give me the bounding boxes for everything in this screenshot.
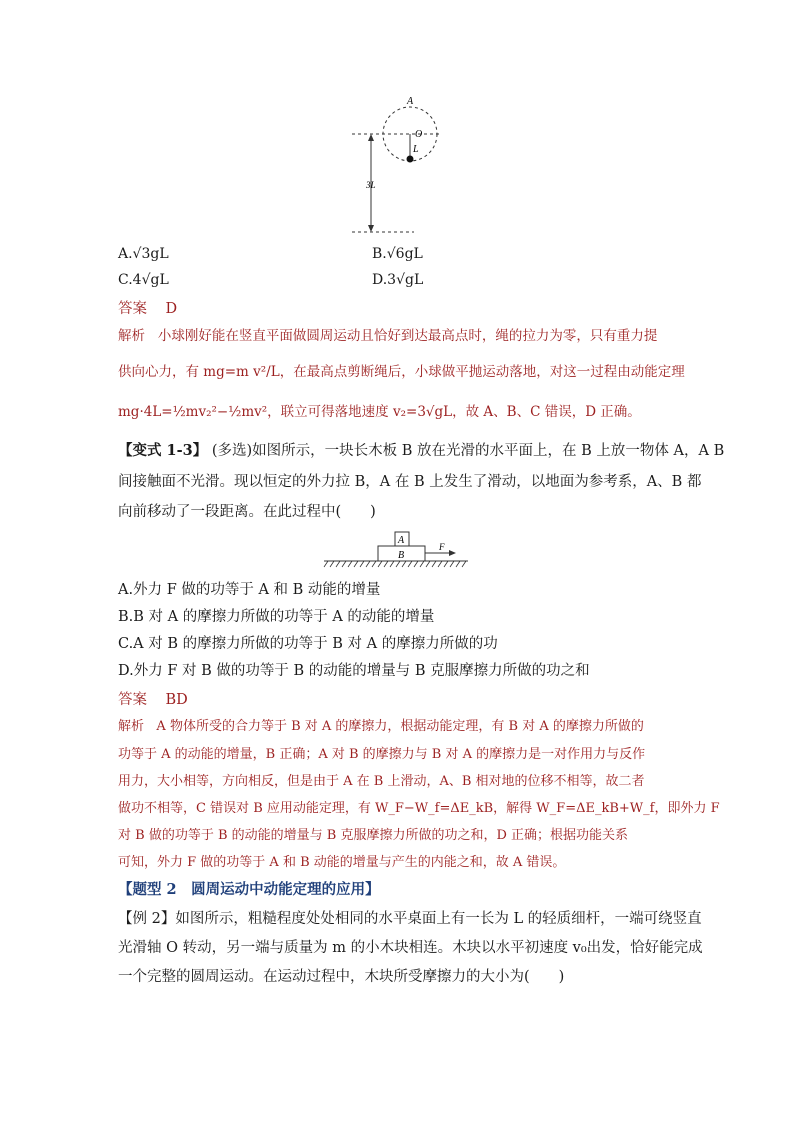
q2-analysis-line6: 可知，外力 F 做的功等于 A 和 B 动能的增量与产生的内能之和，故 A 错误。 [118, 855, 566, 870]
q1-answer-label: 答案 [118, 301, 147, 317]
block-plank-figure [322, 530, 472, 572]
q2-analysis-text1: A 物体所受的合力等于 B 对 A 的摩擦力，根据动能定理，有 B 对 A 的摩擦力所做的 [156, 719, 644, 734]
q1-answer-value: D [165, 301, 178, 317]
q1-analysis-line3: mg·4L=½mv₂²−½mv²，联立可得落地速度 v₂=3√gL，故 A、B、C 错误，D 正确。 [118, 404, 641, 420]
q1-option-d: D.3√gL [372, 272, 424, 288]
q2-option-c: C.A 对 B 的摩擦力所做的功等于 B 对 A 的摩擦力所做的功 [118, 636, 498, 652]
label-block-A: A [398, 535, 405, 546]
section-title: 【题型 2 圆周运动中动能定理的应用】 [118, 881, 380, 898]
variant-line2: 间接触面不光滑。现以恒定的外力拉 B，A 在 B 上发生了滑动，以地面为参考系，A、B 都 [118, 474, 702, 490]
circle-motion-figure [340, 92, 470, 242]
arrow-head-down [368, 225, 374, 232]
force-arrow-head [449, 550, 456, 556]
example2-line2: 光滑轴 O 转动，另一端与质量为 m 的小木块相连。木块以水平初速度 v₀出发，恰好能完成 [118, 940, 703, 956]
q1-analysis-text1: 小球刚好能在竖直平面做圆周运动且恰好到达最高点时，绳的拉力为零，只有重力提 [157, 328, 658, 344]
arrow-head-up [368, 134, 374, 141]
q2-option-b: B.B 对 A 的摩擦力所做的功等于 A 的动能的增量 [118, 609, 435, 625]
example2-line3: 一个完整的圆周运动。在运动过程中，木块所受摩擦力的大小为( ) [118, 969, 565, 985]
q1-analysis-line1 [118, 326, 657, 346]
ground-hatch [324, 561, 466, 567]
label-3L: 3L [366, 180, 376, 190]
q1-analysis-label: 解析 [118, 328, 145, 344]
label-plank-B: B [398, 550, 405, 561]
example2-line1: 【例 2】如图所示，粗糙程度处处相同的水平桌面上有一长为 L 的轻质细杆，一端可绕竖直 [118, 911, 702, 927]
q2-answer-label: 答案 [118, 692, 147, 708]
label-A: A [407, 96, 414, 107]
q2-analysis-line1 [118, 717, 644, 737]
q2-answer-value: BD [165, 692, 188, 708]
variant-line3: 向前移动了一段距离。在此过程中( ) [118, 504, 376, 520]
q2-analysis-line5: 对 B 做的功等于 B 的动能的增量与 B 克服摩擦力所做的功之和，D 正确；根据功能关系 [118, 828, 629, 843]
q2-analysis-label: 解析 [118, 719, 145, 734]
ball-dot [407, 156, 414, 163]
q1-option-a: A.√3gL [118, 246, 169, 262]
q2-analysis-line2: 功等于 A 的动能的增量，B 正确；A 对 B 的摩擦力与 B 对 A 的摩擦力是一对作用力与反作 [118, 747, 646, 762]
q2-option-d: D.外力 F 对 B 做的功等于 B 的动能的增量与 B 克服摩擦力所做的功之和 [118, 663, 590, 679]
q2-option-a: A.外力 F 做的功等于 A 和 B 动能的增量 [118, 582, 381, 598]
label-O: O [415, 129, 423, 140]
q1-option-b: B.√6gL [372, 246, 423, 262]
variant-text1: (多选)如图所示，一块长木板 B 放在光滑的水平面上，在 B 上放一物体 A，A B [211, 443, 725, 459]
label-force-F: F [439, 542, 445, 552]
q1-option-c: C.4√gL [118, 272, 169, 288]
q1-analysis-line2: 供向心力，有 mg=m v²/L，在最高点剪断绳后，小球做平抛运动落地，对这一过程由动能定理 [118, 364, 685, 380]
q2-analysis-line4: 做功不相等，C 错误对 B 应用动能定理，有 W_F−W_f=ΔE_kB，解得 W_F=ΔE_kB+W_f，即外力 F [118, 801, 720, 816]
q1-answer [118, 299, 177, 319]
q2-answer [118, 690, 188, 710]
label-L: L [413, 144, 419, 155]
q2-analysis-line3: 用力，大小相等，方向相反，但是由于 A 在 B 上滑动，A、B 相对地的位移不相等，故二者 [118, 774, 645, 789]
variant-line1 [118, 441, 724, 461]
variant-title: 【变式 1-3】 [118, 442, 208, 459]
